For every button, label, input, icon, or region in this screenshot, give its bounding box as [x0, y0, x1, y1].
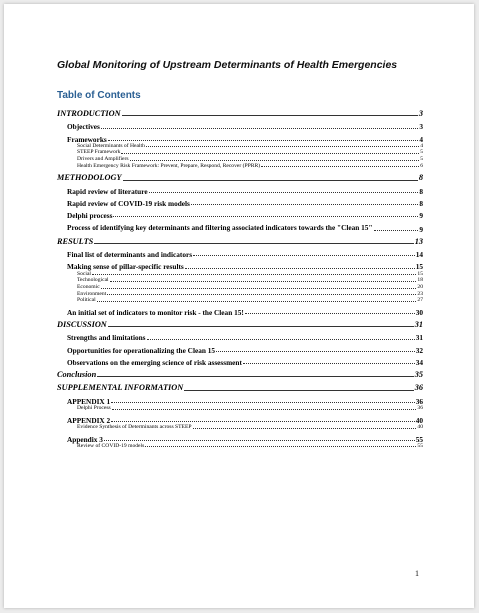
- toc-leader: [123, 180, 418, 181]
- toc-entry[interactable]: [57, 164, 423, 170]
- toc-entry[interactable]: [57, 136, 423, 143]
- toc-entry-page: 36: [415, 396, 423, 406]
- toc-leader: [261, 166, 419, 167]
- toc-entry-title: DISCUSSION: [57, 320, 107, 329]
- toc-leader: [110, 281, 417, 282]
- toc-entry[interactable]: [57, 436, 423, 443]
- toc-entry-page: 23: [417, 290, 423, 297]
- toc-entry[interactable]: [57, 334, 423, 341]
- toc-entry[interactable]: [57, 444, 423, 450]
- toc-entry-page: 8: [418, 173, 423, 183]
- toc-entry-title: Making sense of pillar-specific results: [67, 262, 184, 272]
- toc-leader: [245, 313, 415, 314]
- toc-entry[interactable]: [57, 285, 423, 291]
- toc-entry-page: 4: [419, 134, 423, 144]
- toc-leader: [101, 288, 417, 289]
- toc-leader: [374, 230, 419, 231]
- toc-entry[interactable]: [57, 278, 423, 284]
- toc-entry[interactable]: [57, 298, 423, 304]
- toc-leader: [193, 428, 417, 429]
- toc-leader: [97, 376, 414, 377]
- toc-entry-page: 30: [415, 307, 423, 317]
- toc-leader: [111, 402, 415, 403]
- toc-entry[interactable]: [57, 371, 423, 379]
- toc-entry[interactable]: [57, 417, 423, 424]
- toc-entry-page: 4: [420, 142, 423, 149]
- toc-entry-page: 5: [420, 149, 423, 156]
- toc-leader: [112, 409, 417, 410]
- toc-entry-title: Rapid review of COVID-19 risk models: [67, 198, 190, 208]
- toc-leader: [111, 421, 415, 422]
- toc-entry-page: 15: [415, 262, 423, 272]
- toc-entry-title: Objectives: [67, 122, 100, 132]
- document-title: Global Monitoring of Upstream Determinants of Health Emergencies: [57, 59, 398, 71]
- toc-leader: [216, 351, 415, 352]
- toc-entry-page: 40: [415, 415, 423, 425]
- toc-entry-page: 36: [414, 383, 423, 393]
- toc-entry[interactable]: [57, 347, 423, 354]
- toc-leader: [94, 243, 413, 244]
- toc-leader: [113, 216, 418, 217]
- toc-entry[interactable]: [57, 123, 423, 130]
- toc-entry-title: Observations on the emerging science of risk assessment: [67, 357, 242, 367]
- toc-entry-page: 13: [414, 236, 423, 246]
- toc-entry-title: APPENDIX 2: [67, 415, 111, 425]
- document-page: [4, 4, 474, 608]
- toc-entry[interactable]: [57, 292, 423, 298]
- toc-entry-title: INTRODUCTION: [57, 109, 121, 118]
- toc-leader: [121, 153, 419, 154]
- toc-entry-title: Political: [77, 297, 96, 304]
- toc-entry-title: Appendix 3: [67, 434, 103, 444]
- toc-entry-page: 35: [414, 370, 423, 380]
- toc-entry-page: 5: [420, 156, 423, 163]
- toc-entry-title: Process of identifying key determinants and filtering associated indicators towards the "Clean 15": [67, 223, 373, 233]
- toc-entry-page: 3: [419, 122, 423, 132]
- toc-leader: [149, 192, 419, 193]
- toc-entry-page: 31: [415, 333, 423, 343]
- toc-entry[interactable]: [57, 359, 423, 366]
- toc-entry-page: 36: [417, 405, 423, 412]
- toc-entry[interactable]: [57, 224, 423, 232]
- toc-entry-page: 8: [419, 186, 423, 196]
- toc-leader: [97, 301, 417, 302]
- toc-entry[interactable]: [57, 110, 423, 118]
- toc-entry-title: Delphi Process: [77, 405, 111, 412]
- toc-entry[interactable]: [57, 200, 423, 207]
- toc-entry[interactable]: [57, 238, 423, 246]
- toc-entry-title: METHODOLOGY: [57, 173, 122, 183]
- toc-entry-page: 14: [415, 250, 423, 260]
- toc-entry[interactable]: [57, 384, 423, 392]
- toc-entry-title: Economic: [77, 283, 100, 290]
- toc-leader: [145, 446, 416, 447]
- toc-leader: [108, 326, 414, 327]
- toc-entry-title: Opportunities for operationalizing the Clean 15: [67, 345, 216, 355]
- toc-leader: [147, 339, 415, 340]
- toc-entry[interactable]: [57, 251, 423, 258]
- toc-entry-title: Strengths and limitations: [67, 333, 146, 343]
- toc-entry-title: Environment: [77, 290, 107, 297]
- toc-entry-title: Review of COVID-19 models: [77, 442, 145, 449]
- toc-leader: [130, 160, 420, 161]
- toc-entry-title: SUPPLEMENTAL INFORMATION: [57, 383, 184, 393]
- toc-leader: [104, 440, 415, 441]
- toc-entry-title: Health Emergency Risk Framework: Prevent, Prepare, Respond, Recover (PPRR): [77, 162, 261, 169]
- toc-entry-title: RESULTS: [57, 236, 94, 246]
- toc-entry-page: 31: [414, 320, 423, 329]
- toc-entry[interactable]: [57, 263, 423, 270]
- toc-entry[interactable]: [57, 188, 423, 195]
- toc-entry-title: Drivers and Amplifiers: [77, 156, 129, 163]
- toc-entry-page: 15: [417, 270, 423, 277]
- toc-entry[interactable]: [57, 212, 423, 219]
- toc-entry[interactable]: [57, 398, 423, 405]
- toc-entry-page: 6: [420, 162, 423, 169]
- toc-entry-page: 3: [418, 109, 423, 118]
- toc-entry-title: Evidence Synthesis of Determinants across STEEP: [77, 423, 192, 430]
- toc-entry-title: An initial set of indicators to monitor risk - the Clean 15!: [67, 307, 244, 317]
- toc-entry-title: Frameworks: [67, 134, 107, 144]
- toc-leader: [108, 140, 419, 141]
- toc-leader: [191, 204, 418, 205]
- page-number: 1: [415, 569, 419, 578]
- toc-entry-page: 9: [419, 224, 423, 234]
- toc-entry-page: 18: [417, 277, 423, 284]
- toc-entry-page: 40: [417, 423, 423, 430]
- table-of-contents: [57, 110, 423, 449]
- toc-entry-page: 55: [415, 434, 423, 444]
- toc-entry-page: 8: [419, 198, 423, 208]
- toc-leader: [243, 363, 415, 364]
- toc-entry-title: STEEP Framework: [77, 149, 121, 156]
- toc-leader: [107, 294, 416, 295]
- toc-entry[interactable]: [57, 309, 423, 316]
- toc-entry-page: 9: [419, 211, 423, 221]
- toc-leader: [184, 390, 413, 391]
- toc-leader: [92, 274, 416, 275]
- toc-leader: [146, 146, 419, 147]
- toc-leader: [193, 255, 415, 256]
- toc-entry[interactable]: [57, 406, 423, 412]
- toc-entry[interactable]: [57, 157, 423, 163]
- toc-entry-page: 20: [417, 283, 423, 290]
- toc-entry-page: 27: [417, 297, 423, 304]
- toc-leader: [122, 115, 418, 116]
- toc-leader: [101, 128, 419, 129]
- toc-entry-title: Technological: [77, 277, 109, 284]
- toc-entry[interactable]: [57, 321, 423, 329]
- toc-leader: [185, 268, 415, 269]
- toc-entry-page: 34: [415, 357, 423, 367]
- toc-entry-title: Conclusion: [57, 370, 97, 380]
- toc-entry[interactable]: [57, 425, 423, 431]
- toc-entry-title: Delphi process: [67, 211, 113, 221]
- toc-entry-title: APPENDIX 1: [67, 396, 111, 406]
- toc-entry[interactable]: [57, 174, 423, 182]
- toc-entry-page: 32: [415, 345, 423, 355]
- toc-entry-title: Social Determinants of Health: [77, 142, 145, 149]
- toc-entry-title: Rapid review of literature: [67, 186, 148, 196]
- toc-heading: Table of Contents: [57, 90, 141, 101]
- toc-entry-page: 55: [417, 442, 423, 449]
- toc-entry-title: Social: [77, 270, 91, 277]
- toc-entry[interactable]: [57, 272, 423, 278]
- toc-entry-title: Final list of determinants and indicators: [67, 250, 193, 260]
